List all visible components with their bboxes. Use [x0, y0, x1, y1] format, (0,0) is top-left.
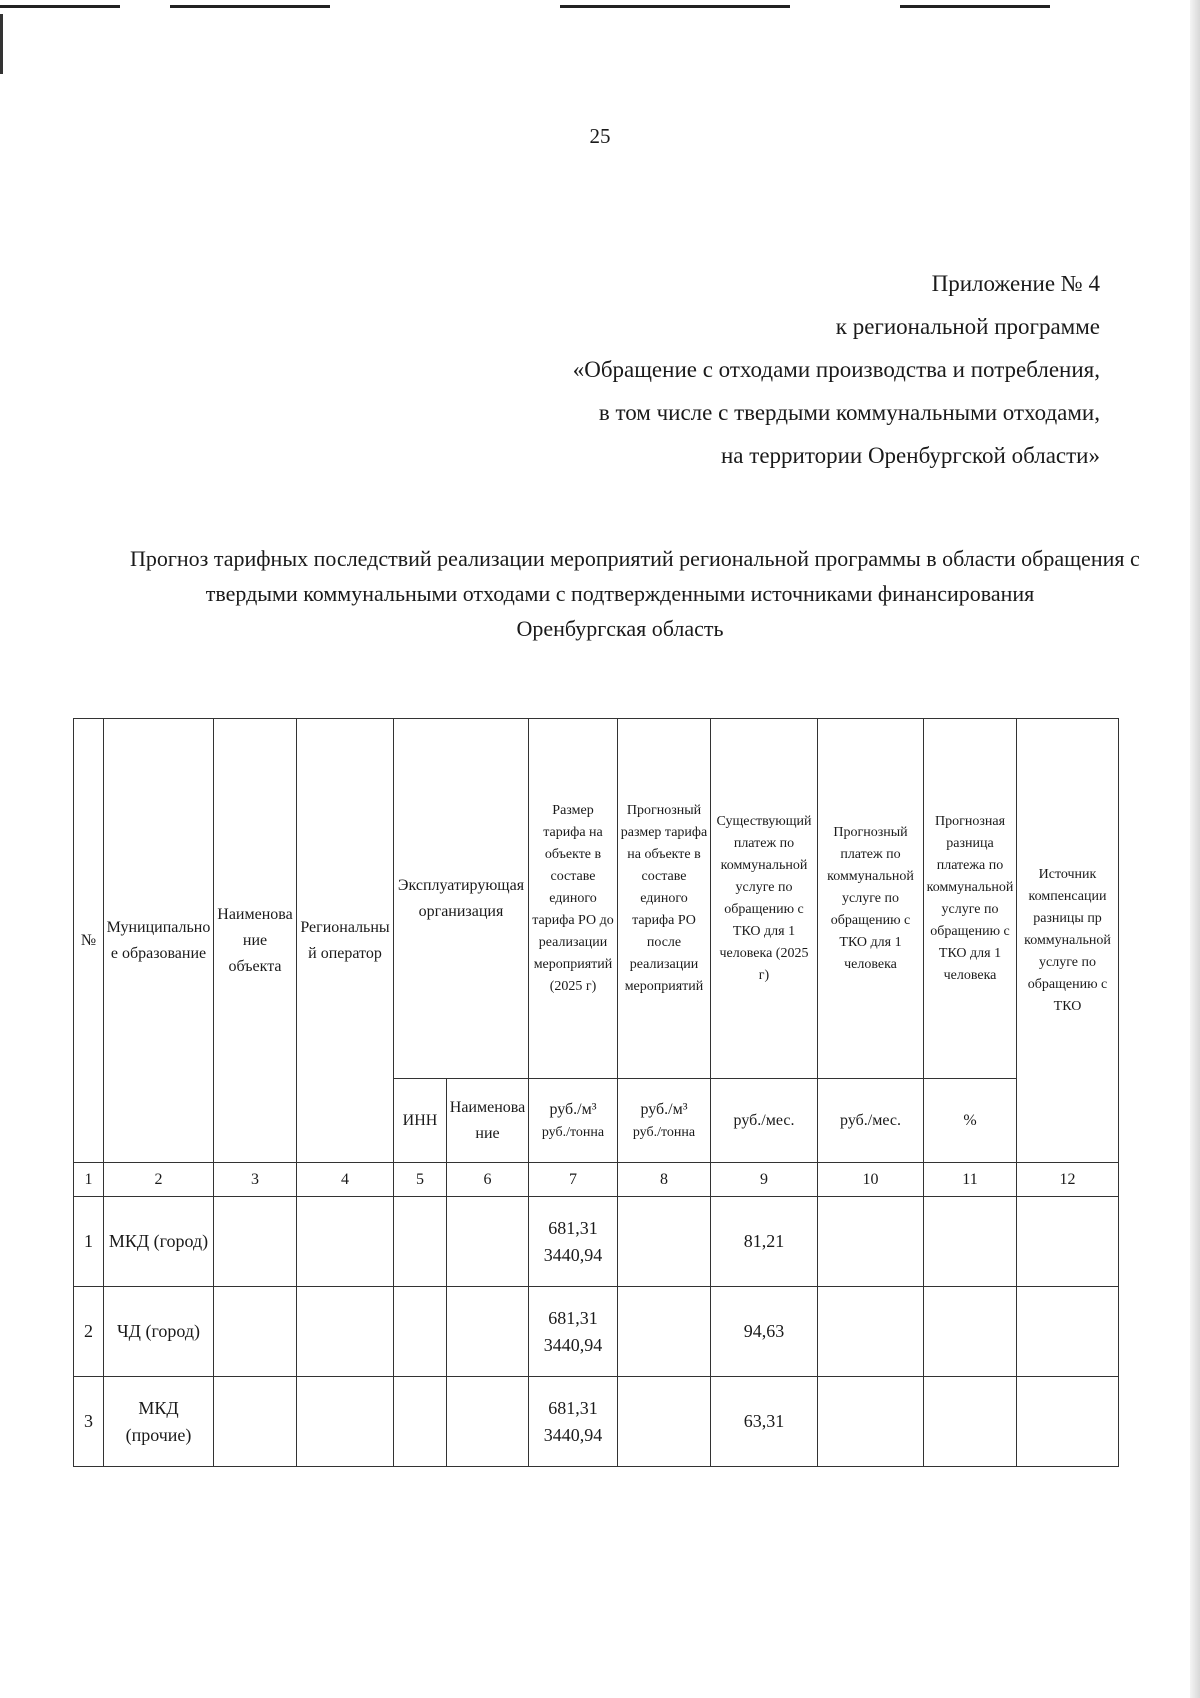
column-number: 9: [711, 1163, 818, 1197]
row-tariff: [529, 1377, 618, 1467]
empty-cell: [214, 1197, 297, 1287]
appendix-line: в том числе с твердыми коммунальными отходами,: [598, 400, 1100, 425]
empty-cell: [818, 1377, 924, 1467]
empty-cell: [214, 1287, 297, 1377]
row-payment: 94,63: [711, 1287, 818, 1377]
appendix-line: к региональной программе: [835, 314, 1100, 339]
empty-cell: [618, 1197, 711, 1287]
unit-label: руб./тонна: [541, 1124, 605, 1140]
title-line: Оренбургская область: [516, 616, 724, 641]
column-number: 7: [529, 1163, 618, 1197]
unit-cell: руб./мес.: [711, 1079, 818, 1163]
row-municipality: ЧД (город): [104, 1287, 214, 1377]
row-number: 3: [74, 1377, 104, 1467]
empty-cell: [1017, 1197, 1119, 1287]
empty-cell: [818, 1197, 924, 1287]
column-number: 10: [818, 1163, 924, 1197]
header-cell: Региональный оператор: [297, 719, 394, 1163]
column-number: 11: [924, 1163, 1017, 1197]
unit-label: руб./м³: [640, 1100, 688, 1118]
unit-label: руб./тонна: [632, 1124, 696, 1140]
tariff-t: 3440,94: [543, 1334, 603, 1355]
empty-cell: [297, 1377, 394, 1467]
column-numbers-row: [74, 1163, 1119, 1197]
column-number: 1: [74, 1163, 104, 1197]
row-payment: 63,31: [711, 1377, 818, 1467]
appendix-line: «Обращение с отходами производства и потребления,: [572, 357, 1100, 382]
empty-cell: [1017, 1377, 1119, 1467]
header-cell: Прогнозная разница платежа по коммунальной услуге по обращению с ТКО для 1 человека: [924, 719, 1017, 1079]
unit-cell: [529, 1079, 618, 1163]
header-cell: Размер тарифа на объекте в составе единого тарифа РО до реализации мероприятий (2025 г): [529, 719, 618, 1079]
header-cell: Прогнозный платеж по коммунальной услуге по обращению с ТКО для 1 человека: [818, 719, 924, 1079]
header-cell: Наименование: [447, 1079, 529, 1163]
unit-cell: руб./мес.: [818, 1079, 924, 1163]
appendix-header: [573, 262, 1100, 477]
row-number: 2: [74, 1287, 104, 1377]
column-number: 8: [618, 1163, 711, 1197]
row-municipality: МКД (город): [104, 1197, 214, 1287]
empty-cell: [618, 1287, 711, 1377]
row-municipality: МКД (прочие): [104, 1377, 214, 1467]
table-row: [74, 1287, 1119, 1377]
header-cell: Наименование объекта: [214, 719, 297, 1163]
empty-cell: [394, 1377, 447, 1467]
empty-cell: [924, 1377, 1017, 1467]
empty-cell: [618, 1377, 711, 1467]
tariff-m3: 681,31: [548, 1217, 598, 1238]
column-number: 4: [297, 1163, 394, 1197]
empty-cell: [447, 1377, 529, 1467]
unit-label: руб./м³: [549, 1100, 597, 1118]
header-row: [74, 719, 1119, 1079]
empty-cell: [394, 1287, 447, 1377]
tariff-m3: 681,31: [548, 1307, 598, 1328]
empty-cell: [394, 1197, 447, 1287]
table-row: [74, 1377, 1119, 1467]
scan-top-edge: [0, 0, 1200, 14]
empty-cell: [447, 1287, 529, 1377]
scan-left-edge: [0, 14, 3, 74]
unit-cell: [618, 1079, 711, 1163]
empty-cell: [1017, 1287, 1119, 1377]
column-number: 12: [1017, 1163, 1119, 1197]
unit-cell: %: [924, 1079, 1017, 1163]
header-cell: №: [74, 719, 104, 1163]
column-number: 3: [214, 1163, 297, 1197]
row-tariff: [529, 1197, 618, 1287]
empty-cell: [924, 1287, 1017, 1377]
empty-cell: [214, 1377, 297, 1467]
row-tariff: [529, 1287, 618, 1377]
header-cell: Эксплуатирующая организация: [394, 719, 529, 1079]
column-number: 6: [447, 1163, 529, 1197]
header-cell: ИНН: [394, 1079, 447, 1163]
header-cell: Существующий платеж по коммунальной услуге по обращению с ТКО для 1 человека (2025 г): [711, 719, 818, 1079]
appendix-line: Приложение № 4: [931, 271, 1100, 296]
empty-cell: [924, 1197, 1017, 1287]
header-cell: Прогнозный размер тарифа на объекте в составе единого тарифа РО после реализации мероприятий: [618, 719, 711, 1079]
header-cell: Источник компенсации разницы пр коммунальной услуге по обращению с ТКО: [1017, 719, 1119, 1163]
title-line: твердыми коммунальными отходами с подтвержденными источниками финансирования: [205, 581, 1035, 606]
tariff-t: 3440,94: [543, 1244, 603, 1265]
empty-cell: [818, 1287, 924, 1377]
empty-cell: [297, 1197, 394, 1287]
document-title: [130, 541, 1140, 646]
row-number: 1: [74, 1197, 104, 1287]
title-line: Прогноз тарифных последствий реализации мероприятий региональной программы в области обращения с: [130, 546, 1140, 571]
tariff-t: 3440,94: [543, 1424, 603, 1445]
empty-cell: [447, 1197, 529, 1287]
page-number: 25: [589, 124, 611, 148]
column-number: 5: [394, 1163, 447, 1197]
tariff-m3: 681,31: [548, 1397, 598, 1418]
row-payment: 81,21: [711, 1197, 818, 1287]
table-row: [74, 1197, 1119, 1287]
empty-cell: [297, 1287, 394, 1377]
column-number: 2: [104, 1163, 214, 1197]
tariff-table: [73, 718, 1119, 1467]
scan-right-edge: [1190, 0, 1200, 1698]
appendix-line: на территории Оренбургской области»: [721, 443, 1100, 468]
header-cell: Муниципальное образование: [104, 719, 214, 1163]
